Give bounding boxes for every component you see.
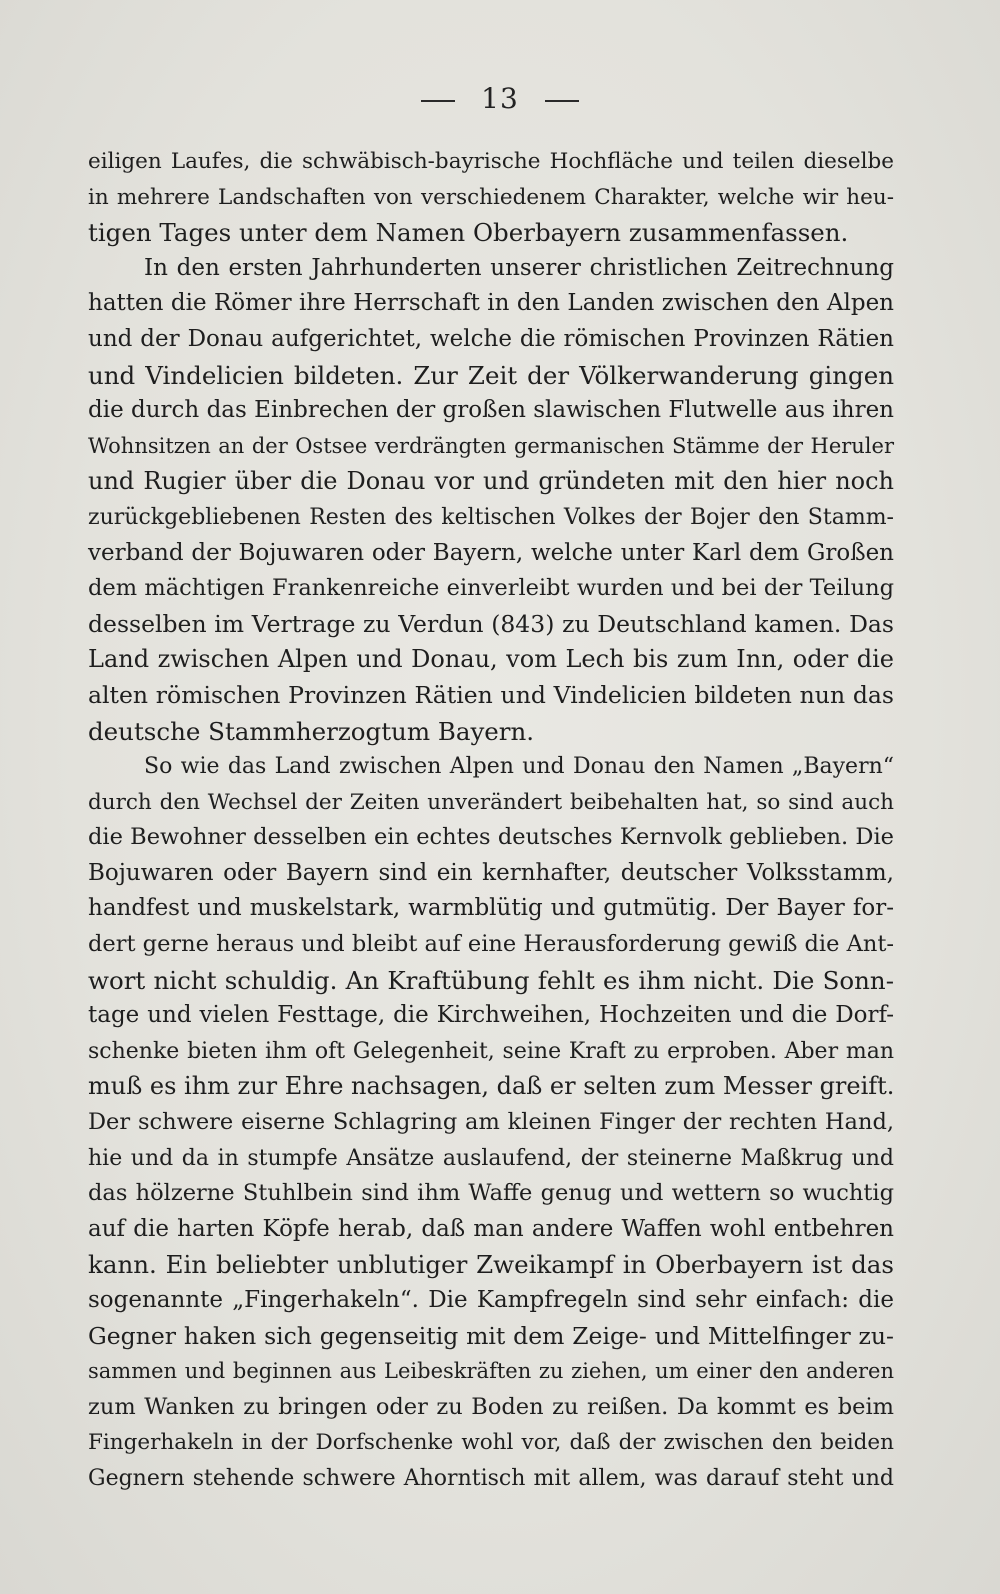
header-dash-right — [545, 100, 579, 102]
text-line: kann. Ein beliebter unblutiger Zweikampf in Oberbayern ist das — [88, 1250, 894, 1280]
text-line: und Vindelicien bildeten. Zur Zeit der Völkerwanderung gingen — [88, 360, 894, 390]
text-line: Bojuwaren oder Bayern sind ein kernhafter, deutscher Volksstamm, — [88, 859, 894, 886]
text-line: hie und da in stumpfe Ansätze auslaufend, der steinerne Maßkrug und — [88, 1145, 894, 1171]
text-line: durch den Wechsel der Zeiten unverändert beibehalten hat, so sind auch — [88, 789, 894, 815]
text-line: das hölzerne Stuhlbein sind ihm Waffe genug und wettern so wuchtig — [88, 1180, 894, 1207]
page-header — [0, 82, 1000, 115]
body-text — [88, 144, 894, 1497]
text-line: Gegnern stehende schwere Ahorntisch mit allem, was darauf steht und — [88, 1465, 894, 1491]
text-line: die durch das Einbrechen der großen slawischen Flutwelle aus ihren — [88, 397, 894, 424]
text-line: tage und vielen Festtage, die Kirchweihen, Hochzeiten und die Dorf- — [88, 1002, 894, 1029]
text-line: und Rugier über die Donau vor und gründeten mit den hier noch — [88, 467, 894, 496]
text-line: und der Donau aufgerichtet, welche die römischen Provinzen Rätien — [88, 325, 894, 352]
text-line: alten römischen Provinzen Rätien und Vindelicien bildeten nun das — [88, 680, 894, 709]
text-line: deutsche Stammherzogtum Bayern. — [88, 716, 535, 746]
header-dash-left — [421, 100, 455, 102]
text-line: tigen Tages unter dem Namen Oberbayern zusammenfassen. — [88, 218, 849, 248]
text-line: verband der Bojuwaren oder Bayern, welche unter Karl dem Großen — [88, 539, 894, 566]
text-line: In den ersten Jahrhunderten unserer christlichen Zeitrechnung — [144, 254, 894, 281]
text-line: Fingerhakeln in der Dorfschenke wohl vor, daß der zwischen den beiden — [88, 1430, 894, 1456]
text-line: in mehrere Landschaften von verschiedenem Charakter, welche wir heu- — [88, 184, 894, 210]
text-line: Der schwere eiserne Schlagring am kleinen Finger der rechten Hand, — [88, 1109, 894, 1136]
text-line: eiligen Laufes, die schwäbisch-bayrische Hochfläche und teilen dieselbe — [88, 149, 894, 174]
text-line: schenke bieten ihm oft Gelegenheit, seine Kraft zu erproben. Aber man — [88, 1038, 894, 1064]
text-line: desselben im Vertrage zu Verdun (843) zu Deutschland kamen. Das — [88, 609, 894, 638]
text-line: auf die harten Köpfe herab, daß man andere Waffen wohl entbehren — [88, 1215, 894, 1242]
text-line: zurückgebliebenen Resten des keltischen Volkes der Bojer den Stamm- — [88, 504, 894, 530]
text-line: sammen und beginnen aus Leibeskräften zu ziehen, um einer den anderen — [88, 1359, 894, 1384]
text-line: So wie das Land zwischen Alpen und Donau den Namen „Bayern“ — [144, 754, 894, 780]
text-line: muß es ihm zur Ehre nachsagen, daß er selten zum Messer greift. — [88, 1072, 895, 1101]
text-line: dem mächtigen Frankenreiche einverleibt wurden und bei der Teilung — [88, 575, 894, 602]
text-line: die Bewohner desselben ein echtes deutsches Kernvolk geblieben. Die — [88, 824, 894, 851]
text-line: Wohnsitzen an der Ostsee verdrängten germanischen Stämme der Heruler — [88, 433, 894, 458]
text-line: hatten die Römer ihre Herrschaft in den Landen zwischen den Alpen — [88, 290, 894, 317]
text-line: handfest und muskelstark, warmblütig und gutmütig. Der Bayer for- — [88, 895, 894, 922]
text-line: Gegner haken sich gegenseitig mit dem Zeige- und Mittelfinger zu- — [88, 1321, 894, 1350]
text-line: Land zwischen Alpen und Donau, vom Lech bis zum Inn, oder die — [88, 645, 894, 674]
text-line: dert gerne heraus und bleibt auf eine Herausforderung gewiß die Ant- — [88, 931, 894, 958]
page-number: 13 — [481, 82, 519, 115]
text-line: sogenannte „Fingerhakeln“. Die Kampfregeln sind sehr einfach: die — [88, 1287, 894, 1313]
text-line: wort nicht schuldig. An Kraftübung fehlt es ihm nicht. Die Sonn- — [88, 965, 894, 995]
text-line: zum Wanken zu bringen oder zu Boden zu reißen. Da kommt es beim — [88, 1393, 894, 1420]
